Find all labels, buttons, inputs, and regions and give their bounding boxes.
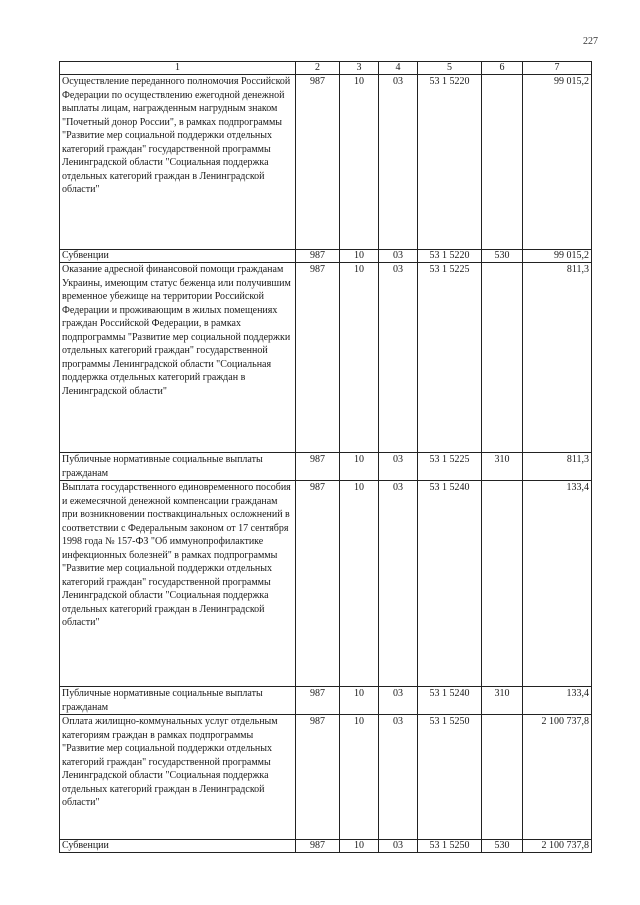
row-expense-type: 310 — [482, 687, 523, 715]
row-name: Оплата жилищно-коммунальных услуг отдельным категориям граждан в рамках подпрограммы "Развитие мер социальной поддержки отдельных категорий граждан" государственной программы Ленинградской области "Социальная поддержка отдельных категорий граждан в Ленинградской области" — [60, 715, 296, 840]
header-col-6: 6 — [482, 62, 523, 75]
table-row — [60, 75, 592, 250]
row-ministry-code: 987 — [296, 481, 340, 687]
row-expense-type: 530 — [482, 840, 523, 853]
row-section-code: 10 — [340, 75, 379, 250]
row-name: Выплата государственного единовременного пособия и ежемесячной денежной компенсации гражданам при возникновении поствакцинальных осложнений в соответствии с Федеральным законом от 17 сентября 1998 года № 157-ФЗ "Об иммунопрофилактике инфекционных болезней" в рамках подпрограммы "Развитие мер социальной поддержки отдельных категорий граждан" государственной программы Ленинградской области "Социальная поддержка отдельных категорий граждан в Ленинградской области" — [60, 481, 296, 687]
table-row — [60, 453, 592, 481]
row-ministry-code: 987 — [296, 715, 340, 840]
row-subsection-code: 03 — [379, 263, 418, 453]
row-name: Осуществление переданного полномочия Российской Федерации по осуществлению ежегодной денежной выплаты лицам, награжденным нагрудным знаком "Почетный донор России", в рамках подпрограммы "Развитие мер социальной поддержки отдельных категорий граждан" государственной программы Ленинградской области "Социальная поддержка отдельных категорий граждан в Ленинградской области" — [60, 75, 296, 250]
row-section-code: 10 — [340, 250, 379, 263]
row-ministry-code: 987 — [296, 840, 340, 853]
row-name: Субвенции — [60, 840, 296, 853]
row-section-code: 10 — [340, 453, 379, 481]
row-expense-type — [482, 263, 523, 453]
row-target-code: 53 1 5240 — [418, 481, 482, 687]
row-target-code: 53 1 5250 — [418, 715, 482, 840]
row-subsection-code: 03 — [379, 840, 418, 853]
row-name: Публичные нормативные социальные выплаты гражданам — [60, 687, 296, 715]
row-subsection-code: 03 — [379, 250, 418, 263]
row-expense-type: 310 — [482, 453, 523, 481]
table-row — [60, 840, 592, 853]
row-ministry-code: 987 — [296, 263, 340, 453]
header-col-4: 4 — [379, 62, 418, 75]
row-amount: 811,3 — [523, 263, 592, 453]
row-ministry-code: 987 — [296, 453, 340, 481]
row-expense-type — [482, 75, 523, 250]
row-target-code: 53 1 5220 — [418, 250, 482, 263]
row-section-code: 10 — [340, 687, 379, 715]
row-expense-type — [482, 481, 523, 687]
row-name: Субвенции — [60, 250, 296, 263]
row-amount: 2 100 737,8 — [523, 840, 592, 853]
row-target-code: 53 1 5225 — [418, 453, 482, 481]
header-col-5: 5 — [418, 62, 482, 75]
row-section-code: 10 — [340, 263, 379, 453]
row-ministry-code: 987 — [296, 75, 340, 250]
row-amount: 133,4 — [523, 687, 592, 715]
row-amount: 133,4 — [523, 481, 592, 687]
table-row — [60, 715, 592, 840]
row-target-code: 53 1 5240 — [418, 687, 482, 715]
table-row — [60, 481, 592, 687]
page-number: 227 — [583, 36, 598, 47]
row-amount: 99 015,2 — [523, 75, 592, 250]
header-col-1: 1 — [60, 62, 296, 75]
row-subsection-code: 03 — [379, 687, 418, 715]
row-target-code: 53 1 5220 — [418, 75, 482, 250]
header-row — [60, 62, 592, 75]
header-col-3: 3 — [340, 62, 379, 75]
row-target-code: 53 1 5250 — [418, 840, 482, 853]
row-ministry-code: 987 — [296, 250, 340, 263]
row-section-code: 10 — [340, 715, 379, 840]
row-section-code: 10 — [340, 840, 379, 853]
row-target-code: 53 1 5225 — [418, 263, 482, 453]
row-subsection-code: 03 — [379, 453, 418, 481]
row-expense-type — [482, 715, 523, 840]
row-subsection-code: 03 — [379, 715, 418, 840]
row-amount: 811,3 — [523, 453, 592, 481]
table-row — [60, 263, 592, 453]
row-amount: 2 100 737,8 — [523, 715, 592, 840]
row-amount: 99 015,2 — [523, 250, 592, 263]
row-section-code: 10 — [340, 481, 379, 687]
row-subsection-code: 03 — [379, 75, 418, 250]
row-subsection-code: 03 — [379, 481, 418, 687]
row-ministry-code: 987 — [296, 687, 340, 715]
table-row — [60, 250, 592, 263]
row-expense-type: 530 — [482, 250, 523, 263]
row-name: Оказание адресной финансовой помощи гражданам Украины, имеющим статус беженца или получившим временное убежище на территории Российской Федерации и проживающим в жилых помещениях граждан Российской Федерации, в рамках подпрограммы "Развитие мер социальной поддержки отдельных категорий граждан" государственной программы Ленинградской области "Социальная поддержка отдельных категорий граждан в Ленинградской области" — [60, 263, 296, 453]
table-row — [60, 687, 592, 715]
budget-table — [59, 61, 592, 853]
row-name: Публичные нормативные социальные выплаты гражданам — [60, 453, 296, 481]
header-col-2: 2 — [296, 62, 340, 75]
header-col-7: 7 — [523, 62, 592, 75]
